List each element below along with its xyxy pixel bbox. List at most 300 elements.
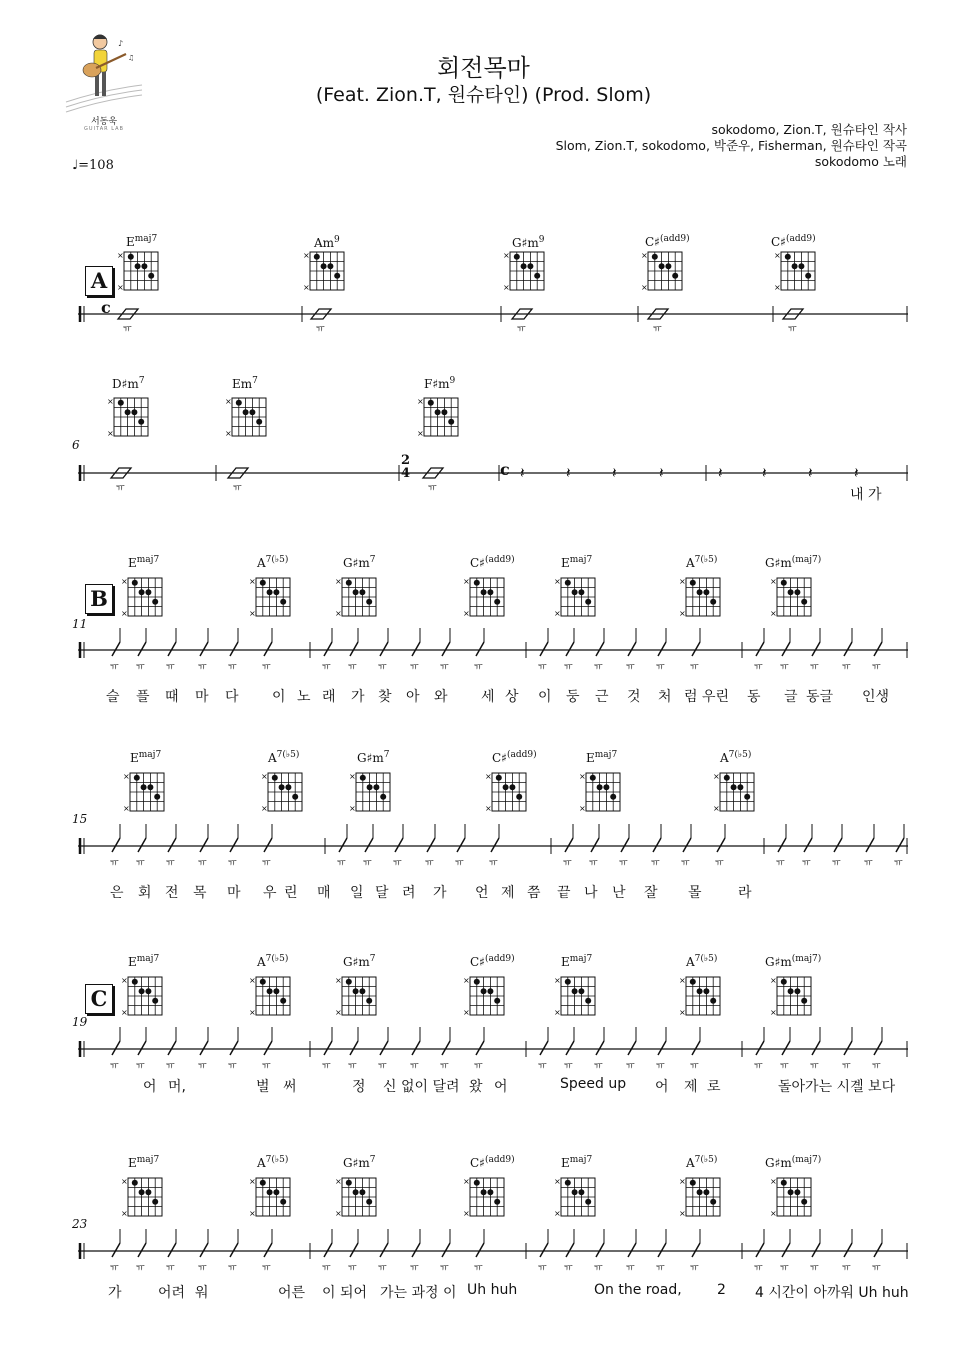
strum-symbol: ㅠ bbox=[378, 1062, 387, 1072]
measure-number: 15 bbox=[72, 812, 88, 826]
chord-name: $F♯m^9$ bbox=[424, 376, 456, 391]
chord-name: $A^{7(♭5)}$ bbox=[686, 954, 718, 969]
lyric: 글 bbox=[784, 689, 798, 705]
lyric: 이 되어 bbox=[322, 1285, 368, 1301]
mute-mark: × bbox=[335, 1177, 342, 1186]
finger-dot bbox=[565, 1180, 571, 1186]
section-label-b: B bbox=[85, 584, 113, 614]
finger-dot bbox=[474, 979, 480, 985]
finger-dot bbox=[256, 419, 262, 425]
rhythm-slash bbox=[112, 1041, 120, 1055]
chord-name: $G♯m^9$ bbox=[512, 235, 545, 250]
strum-symbol: ㅠ bbox=[715, 859, 724, 869]
finger-dot bbox=[801, 1199, 807, 1205]
finger-dot bbox=[487, 1189, 493, 1195]
finger-dot bbox=[236, 400, 242, 406]
rhythm-slash bbox=[442, 1041, 450, 1055]
mute-mark: × bbox=[554, 609, 561, 618]
finger-dot bbox=[697, 1189, 703, 1195]
lyric: On the road, bbox=[594, 1282, 682, 1298]
finger-dot bbox=[487, 988, 493, 994]
mute-mark: × bbox=[121, 976, 128, 985]
strum-symbol: ㅠ bbox=[802, 859, 811, 869]
finger-dot bbox=[125, 409, 131, 415]
mute-mark: × bbox=[503, 283, 510, 292]
mute-mark: × bbox=[249, 609, 256, 618]
rhythm-slash bbox=[380, 642, 388, 656]
strum-symbol: ㅠ bbox=[538, 1264, 547, 1274]
mute-mark: × bbox=[774, 251, 781, 260]
strum-symbol: ㅠ bbox=[198, 663, 207, 673]
strum-symbol: ㅠ bbox=[110, 663, 119, 673]
mute-mark: × bbox=[554, 976, 561, 985]
rhythm-slash bbox=[112, 642, 120, 656]
mute-mark: × bbox=[463, 577, 470, 586]
composer-credit: Slom, Zion.T, sokodomo, 박준우, Fisherman, 원슈타인 작곡 bbox=[555, 138, 907, 153]
strum-symbol: ㅠ bbox=[428, 484, 437, 494]
rhythm-slash bbox=[566, 1041, 574, 1055]
lyric: 어 bbox=[143, 1079, 157, 1095]
finger-dot bbox=[243, 409, 249, 415]
finger-dot bbox=[703, 1189, 709, 1195]
rhythm-slash bbox=[200, 642, 208, 656]
rhythm-slash bbox=[339, 838, 347, 852]
two-four-time-sig: 2 4 bbox=[401, 453, 411, 481]
finger-dot bbox=[134, 775, 140, 781]
mute-mark: × bbox=[770, 1209, 777, 1218]
rhythm-slash bbox=[692, 1243, 700, 1257]
strum-symbol: ㅠ bbox=[754, 1264, 763, 1274]
chord-name: $A^{7(♭5)}$ bbox=[257, 1155, 289, 1170]
finger-dot bbox=[781, 1180, 787, 1186]
strum-symbol: ㅠ bbox=[651, 859, 660, 869]
finger-dot bbox=[597, 784, 603, 790]
lyric: 왔 bbox=[469, 1079, 483, 1095]
finger-dot bbox=[703, 988, 709, 994]
strum-symbol: ㅠ bbox=[780, 1062, 789, 1072]
chord-name: $A^{7(♭5)}$ bbox=[257, 555, 289, 570]
strum-symbol: ㅠ bbox=[440, 663, 449, 673]
rhythm-slash bbox=[756, 642, 764, 656]
strum-symbol: ㅠ bbox=[563, 859, 572, 869]
finger-dot bbox=[366, 599, 372, 605]
chord-name: $E^{maj7}$ bbox=[128, 555, 160, 570]
rhythm-slash bbox=[230, 1243, 238, 1257]
finger-dot bbox=[373, 784, 379, 790]
finger-dot bbox=[428, 400, 434, 406]
rhythm-slash bbox=[756, 1041, 764, 1055]
strum-symbol: ㅠ bbox=[626, 1264, 635, 1274]
lyric: 처 bbox=[658, 689, 672, 705]
svg-text:♫: ♫ bbox=[128, 54, 135, 62]
lyric: 와 bbox=[434, 689, 448, 705]
mute-mark: × bbox=[123, 804, 130, 813]
lyric: 가는 과정 이 bbox=[380, 1285, 457, 1301]
strum-symbol: ㅠ bbox=[589, 859, 598, 869]
finger-dot bbox=[703, 589, 709, 595]
finger-dot bbox=[260, 979, 266, 985]
finger-dot bbox=[367, 784, 373, 790]
rhythm-slash bbox=[896, 838, 904, 852]
lyric: 우린 bbox=[702, 689, 730, 705]
rhythm-slash bbox=[756, 1243, 764, 1257]
finger-dot bbox=[697, 589, 703, 595]
mute-mark: × bbox=[463, 976, 470, 985]
finger-dot bbox=[578, 1189, 584, 1195]
strum-symbol: ㅠ bbox=[123, 325, 132, 335]
finger-dot bbox=[710, 599, 716, 605]
chord-name: $E^{maj7}$ bbox=[561, 555, 593, 570]
strum-symbol: ㅠ bbox=[410, 1264, 419, 1274]
strum-symbol: ㅠ bbox=[788, 325, 797, 335]
strum-symbol: ㅠ bbox=[474, 663, 483, 673]
rhythm-slash bbox=[621, 838, 629, 852]
lyric: 래 bbox=[322, 689, 336, 705]
finger-dot bbox=[353, 589, 359, 595]
lyric: 인생 bbox=[862, 689, 890, 705]
chord-name: $G♯m^{(maj7)}$ bbox=[765, 954, 822, 969]
rhythm-slash bbox=[778, 838, 786, 852]
rhythm-slash bbox=[782, 1041, 790, 1055]
song-subtitle: (Feat. Zion.T, 원슈타인) (Prod. Slom) bbox=[315, 84, 652, 106]
mute-mark: × bbox=[121, 1177, 128, 1186]
rhythm-slash bbox=[804, 838, 812, 852]
chord-name: C♯$^{(add9)}$ bbox=[470, 1155, 515, 1170]
lyric: 아 bbox=[406, 689, 420, 705]
strum-symbol: ㅠ bbox=[262, 663, 271, 673]
strum-symbol: ㅠ bbox=[166, 663, 175, 673]
mute-mark: × bbox=[554, 1209, 561, 1218]
lyric: 때 bbox=[165, 689, 179, 705]
mute-mark: × bbox=[107, 429, 114, 438]
logo-name: 서동욱 bbox=[90, 117, 118, 127]
lyric: 슬 bbox=[106, 689, 120, 705]
rhythm-slash bbox=[717, 838, 725, 852]
rhythm-slash bbox=[412, 642, 420, 656]
rhythm-slash bbox=[540, 1041, 548, 1055]
finger-dot bbox=[147, 784, 153, 790]
chord-name: C♯$^{(add9)}$ bbox=[771, 234, 816, 249]
finger-dot bbox=[441, 409, 447, 415]
finger-dot bbox=[585, 998, 591, 1004]
finger-dot bbox=[314, 254, 320, 260]
strum-symbol: ㅠ bbox=[440, 1264, 449, 1274]
mute-mark: × bbox=[485, 772, 492, 781]
finger-dot bbox=[785, 254, 791, 260]
mute-mark: × bbox=[249, 1209, 256, 1218]
rhythm-slash bbox=[230, 838, 238, 852]
singer-credit: sokodomo 노래 bbox=[814, 154, 907, 169]
finger-dot bbox=[737, 784, 743, 790]
finger-dot bbox=[346, 979, 352, 985]
finger-dot bbox=[334, 273, 340, 279]
strum-symbol: ㅠ bbox=[780, 1264, 789, 1274]
strum-symbol: ㅠ bbox=[348, 1264, 357, 1274]
finger-dot bbox=[366, 1199, 372, 1205]
lyric: 려 bbox=[402, 885, 416, 901]
finger-dot bbox=[565, 580, 571, 586]
rhythm-slash bbox=[138, 838, 146, 852]
rhythm-slash bbox=[138, 1041, 146, 1055]
mute-mark: × bbox=[770, 1177, 777, 1186]
lyric: 은 bbox=[110, 885, 124, 901]
strum-symbol: ㅠ bbox=[810, 1264, 819, 1274]
rhythm-slash bbox=[264, 642, 272, 656]
finger-dot bbox=[481, 1189, 487, 1195]
rhythm-slash bbox=[596, 1041, 604, 1055]
finger-dot bbox=[128, 254, 134, 260]
finger-dot bbox=[131, 409, 137, 415]
finger-dot bbox=[359, 589, 365, 595]
finger-dot bbox=[652, 254, 658, 260]
rhythm-slash bbox=[866, 838, 874, 852]
chord-name: $G♯m^7$ bbox=[343, 1155, 376, 1170]
rhythm-slash bbox=[200, 1041, 208, 1055]
rhythm-slash bbox=[200, 1243, 208, 1257]
finger-dot bbox=[665, 263, 671, 269]
measure-number: 6 bbox=[72, 438, 80, 452]
mute-mark: × bbox=[249, 1177, 256, 1186]
strum-symbol: ㅠ bbox=[594, 1264, 603, 1274]
strum-symbol: ㅠ bbox=[564, 1264, 573, 1274]
finger-dot bbox=[132, 979, 138, 985]
finger-dot bbox=[527, 263, 533, 269]
quarter-rest: 𝄽 bbox=[566, 464, 571, 482]
finger-dot bbox=[359, 1189, 365, 1195]
chord-name: $E^{maj7}$ bbox=[561, 1155, 593, 1170]
chord-name: $E^{maj7}$ bbox=[130, 750, 162, 765]
finger-dot bbox=[260, 1180, 266, 1186]
quarter-rest: 𝄽 bbox=[659, 464, 664, 482]
finger-dot bbox=[360, 775, 366, 781]
lyric: 린 bbox=[284, 885, 298, 901]
finger-dot bbox=[273, 988, 279, 994]
finger-dot bbox=[280, 998, 286, 1004]
finger-dot bbox=[801, 998, 807, 1004]
mute-mark: × bbox=[335, 1209, 342, 1218]
chord-name: $G♯m^{(maj7)}$ bbox=[765, 1155, 822, 1170]
finger-dot bbox=[380, 794, 386, 800]
strum-symbol: ㅠ bbox=[474, 1264, 483, 1274]
lyric: 일 bbox=[350, 885, 364, 901]
strum-symbol: ㅠ bbox=[410, 663, 419, 673]
strum-symbol: ㅠ bbox=[410, 1062, 419, 1072]
mute-mark: × bbox=[485, 804, 492, 813]
finger-dot bbox=[494, 1199, 500, 1205]
lyric: 어른 bbox=[278, 1285, 306, 1301]
finger-dot bbox=[267, 1189, 273, 1195]
mute-mark: × bbox=[121, 1209, 128, 1218]
rhythm-slash bbox=[380, 1041, 388, 1055]
strum-symbol: ㅠ bbox=[363, 859, 372, 869]
rhythm-slash bbox=[844, 642, 852, 656]
lyricist-credit: sokodomo, Zion.T, 원슈타인 작사 bbox=[711, 122, 907, 137]
strum-symbol: ㅠ bbox=[136, 1062, 145, 1072]
rhythm-slash bbox=[658, 1243, 666, 1257]
mute-mark: × bbox=[503, 251, 510, 260]
finger-dot bbox=[724, 775, 730, 781]
lyric: 로 bbox=[707, 1079, 721, 1095]
strum-symbol: ㅠ bbox=[378, 1264, 387, 1274]
strum-symbol: ㅠ bbox=[864, 859, 873, 869]
lyric: 정 bbox=[352, 1079, 366, 1095]
mute-mark: × bbox=[349, 804, 356, 813]
lyric: 난 bbox=[612, 885, 626, 901]
rhythm-slash bbox=[427, 838, 435, 852]
rhythm-slash bbox=[658, 642, 666, 656]
finger-dot bbox=[794, 589, 800, 595]
rhythm-slash bbox=[395, 838, 403, 852]
chord-name: $A^{7(♭5)}$ bbox=[268, 750, 300, 765]
finger-dot bbox=[366, 998, 372, 1004]
lyric: 근 bbox=[595, 689, 609, 705]
finger-dot bbox=[801, 599, 807, 605]
rhythm-slash bbox=[324, 1041, 332, 1055]
lyric: 상 bbox=[505, 689, 519, 705]
strum-symbol: ㅠ bbox=[136, 1264, 145, 1274]
strum-symbol: ㅠ bbox=[322, 1264, 331, 1274]
rhythm-slash bbox=[442, 642, 450, 656]
lyric: 2 bbox=[717, 1282, 726, 1298]
svg-text:♪: ♪ bbox=[118, 39, 124, 48]
finger-dot bbox=[572, 589, 578, 595]
finger-dot bbox=[516, 794, 522, 800]
measure-number: 23 bbox=[72, 1217, 88, 1231]
finger-dot bbox=[141, 784, 147, 790]
lyric: 마 bbox=[227, 885, 241, 901]
finger-dot bbox=[273, 589, 279, 595]
strum-symbol: ㅠ bbox=[564, 663, 573, 673]
strum-symbol: ㅠ bbox=[228, 859, 237, 869]
finger-dot bbox=[321, 263, 327, 269]
finger-dot bbox=[610, 794, 616, 800]
common-time-sig: c bbox=[500, 460, 510, 479]
mute-mark: × bbox=[770, 577, 777, 586]
finger-dot bbox=[578, 988, 584, 994]
mute-mark: × bbox=[121, 609, 128, 618]
chord-name: C♯$^{(add9)}$ bbox=[492, 750, 537, 765]
strum-symbol: ㅠ bbox=[322, 1062, 331, 1072]
mute-mark: × bbox=[679, 1008, 686, 1017]
section-label-a: A bbox=[85, 266, 113, 296]
strum-symbol: ㅠ bbox=[842, 663, 851, 673]
rhythm-slash bbox=[628, 642, 636, 656]
mute-mark: × bbox=[554, 1008, 561, 1017]
rhythm-slash bbox=[812, 1243, 820, 1257]
strum-symbol: ㅠ bbox=[440, 1062, 449, 1072]
mute-mark: × bbox=[261, 772, 268, 781]
strum-symbol: ㅠ bbox=[754, 1062, 763, 1072]
strum-symbol: ㅠ bbox=[872, 663, 881, 673]
strum-symbol: ㅠ bbox=[233, 484, 242, 494]
mute-mark: × bbox=[463, 1008, 470, 1017]
lyric: Uh huh bbox=[467, 1282, 518, 1298]
finger-dot bbox=[481, 589, 487, 595]
lyric: 제 bbox=[684, 1079, 698, 1095]
mute-mark: × bbox=[335, 1008, 342, 1017]
lyric: 워 bbox=[195, 1285, 209, 1301]
mute-mark: × bbox=[107, 397, 114, 406]
finger-dot bbox=[346, 580, 352, 586]
finger-dot bbox=[260, 580, 266, 586]
rhythm-slash bbox=[324, 1243, 332, 1257]
rhythm-slash bbox=[230, 1041, 238, 1055]
finger-dot bbox=[279, 784, 285, 790]
rhythm-slash bbox=[565, 838, 573, 852]
lyric: 4 시간이 아까워 Uh huh bbox=[755, 1285, 909, 1301]
lyric: 둥 bbox=[566, 689, 580, 705]
strum-symbol: ㅠ bbox=[316, 325, 325, 335]
rhythm-slash bbox=[782, 1243, 790, 1257]
strum-symbol: ㅠ bbox=[656, 663, 665, 673]
finger-dot bbox=[145, 988, 151, 994]
strum-symbol: ㅠ bbox=[136, 663, 145, 673]
finger-dot bbox=[572, 988, 578, 994]
finger-dot bbox=[603, 784, 609, 790]
chord-name: $G♯m^7$ bbox=[357, 750, 390, 765]
rhythm-slash bbox=[138, 1243, 146, 1257]
finger-dot bbox=[285, 784, 291, 790]
rhythm-slash bbox=[200, 838, 208, 852]
measure-number: 19 bbox=[72, 1015, 88, 1029]
rhythm-slash bbox=[874, 1243, 882, 1257]
strum-symbol: ㅠ bbox=[262, 1062, 271, 1072]
lyric: 동 bbox=[747, 689, 761, 705]
chord-name: Em$^7$ bbox=[232, 376, 258, 391]
lyric: 다 bbox=[225, 689, 239, 705]
chord-name: $E^{maj7}$ bbox=[561, 954, 593, 969]
rhythm-slash bbox=[476, 642, 484, 656]
mute-mark: × bbox=[579, 772, 586, 781]
finger-dot bbox=[794, 1189, 800, 1195]
chord-name: $E^{maj7}$ bbox=[128, 1155, 160, 1170]
lyric: 끝 bbox=[557, 885, 571, 901]
finger-dot bbox=[781, 580, 787, 586]
strum-symbol: ㅠ bbox=[626, 1062, 635, 1072]
finger-dot bbox=[710, 1199, 716, 1205]
strum-symbol: ㅠ bbox=[656, 1062, 665, 1072]
finger-dot bbox=[154, 794, 160, 800]
finger-dot bbox=[353, 988, 359, 994]
rhythm-slash bbox=[112, 1243, 120, 1257]
finger-dot bbox=[280, 1199, 286, 1205]
rhythm-slash bbox=[112, 838, 120, 852]
finger-dot bbox=[474, 580, 480, 586]
rhythm-slash bbox=[442, 1243, 450, 1257]
finger-dot bbox=[132, 1180, 138, 1186]
mute-mark: × bbox=[335, 976, 342, 985]
lyric: 세 bbox=[481, 689, 495, 705]
finger-dot bbox=[509, 784, 515, 790]
mute-mark: × bbox=[121, 1008, 128, 1017]
strum-symbol: ㅠ bbox=[832, 859, 841, 869]
finger-dot bbox=[805, 273, 811, 279]
mute-mark: × bbox=[349, 772, 356, 781]
strum-symbol: ㅠ bbox=[116, 484, 125, 494]
strum-symbol: ㅠ bbox=[228, 1264, 237, 1274]
strum-symbol: ㅠ bbox=[455, 859, 464, 869]
strum-symbol: ㅠ bbox=[517, 325, 526, 335]
mute-mark: × bbox=[679, 976, 686, 985]
finger-dot bbox=[292, 794, 298, 800]
finger-dot bbox=[578, 589, 584, 595]
lyric: 우 bbox=[263, 885, 277, 901]
rhythm-slash bbox=[844, 1243, 852, 1257]
song-title: 회전목마 bbox=[437, 54, 530, 82]
finger-dot bbox=[792, 263, 798, 269]
lyric: 어 bbox=[655, 1079, 669, 1095]
finger-dot bbox=[118, 400, 124, 406]
